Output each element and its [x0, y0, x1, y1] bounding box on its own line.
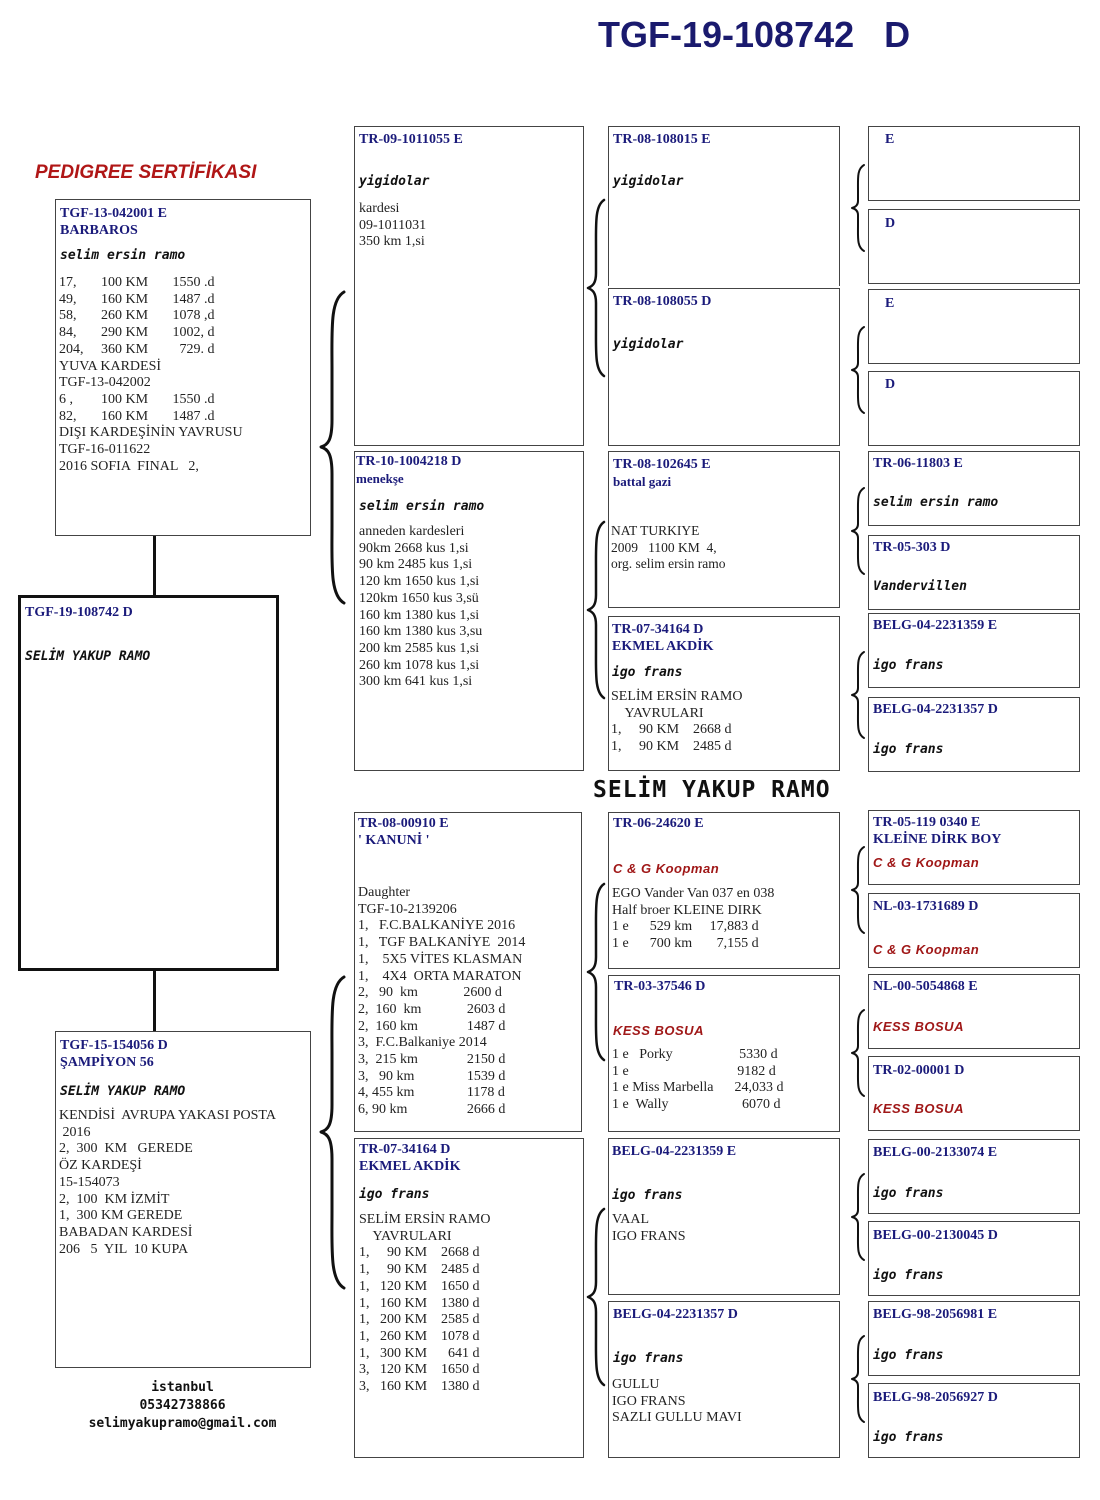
subject-breeder: SELİM YAKUP RAMO — [25, 649, 151, 664]
note-line: 1 e 700 km 7,155 d — [612, 936, 759, 952]
great-grandparent-ring: BELG-04-2231359 E — [612, 1144, 737, 1159]
contact-city: istanbul — [151, 1380, 214, 1395]
note-line: 1, 120 KM 1650 d — [359, 1278, 480, 1294]
note-line: kardesi — [359, 201, 400, 216]
generation4-box — [868, 1139, 1080, 1214]
contact-email: selimyakupramo@gmail.com — [88, 1416, 277, 1431]
great-grandparent-notes — [612, 1212, 686, 1245]
great-grandparent-breeder: yigidolar — [613, 337, 684, 352]
connector-dam — [153, 970, 156, 1031]
note-line: SAZLI GULLU MAVI — [612, 1410, 742, 1426]
note-line: 350 km 1,si — [359, 234, 425, 250]
note-line: IGO FRANS — [612, 1393, 686, 1409]
generation4-breeder: igo frans — [873, 1430, 944, 1445]
great-grandparent-name: battal gazi — [613, 474, 672, 489]
connector-sire — [153, 535, 156, 596]
grandparent-name: EKMEL AKDİK — [359, 1159, 461, 1174]
generation4-breeder: KESS BOSUA — [873, 1101, 964, 1116]
note-line: 3, 90 km 1539 d — [358, 1068, 506, 1084]
note-line: 120 km 1650 kus 1,si — [359, 574, 480, 590]
note-line: 2, 100 KM İZMİT — [59, 1191, 170, 1207]
generation4-box — [868, 1301, 1080, 1376]
great-grandparent-box — [608, 812, 840, 969]
generation4-breeder: selim ersin ramo — [873, 495, 999, 510]
note-line: 1, 90 KM 2485 d — [359, 1262, 480, 1278]
great-grandparent-box — [608, 126, 840, 286]
generation4-ring: TR-05-119 0340 E — [873, 815, 981, 830]
generation4-ring: BELG-98-2056981 E — [873, 1307, 998, 1322]
note-line: Daughter — [358, 885, 411, 900]
great-grandparent-ring: TR-08-108055 D — [613, 294, 712, 309]
grandparent-box — [354, 812, 582, 1132]
generation4-breeder: igo frans — [873, 658, 944, 673]
note-line: 1 e 529 km 17,883 d — [612, 919, 759, 935]
sire-notes — [59, 275, 243, 475]
note-line: 1, 200 KM 2585 d — [359, 1312, 480, 1328]
note-line: 1 e Porky 5330 d — [612, 1047, 778, 1062]
generation4-ring: TR-05-303 D — [873, 540, 951, 555]
grandparent-breeder: yigidolar — [359, 174, 430, 189]
generation4-ring: TR-06-11803 E — [873, 456, 963, 471]
great-grandparent-notes — [612, 1377, 742, 1427]
note-line: YAVRULARI — [611, 705, 704, 721]
generation4-breeder: C & G Koopman — [873, 942, 980, 957]
grandparent-box — [354, 451, 584, 771]
grandparent-box — [354, 126, 584, 446]
note-line: KENDİSİ AVRUPA YAKASI POSTA — [59, 1108, 276, 1123]
subject-ring: TGF-19-108742 D — [25, 605, 133, 620]
generation4-ring: BELG-00-2130045 D — [873, 1228, 998, 1243]
note-line: 2, 300 KM GEREDE — [59, 1141, 193, 1157]
note-line: TGF-13-042002 — [59, 375, 151, 391]
generation4-box — [868, 209, 1080, 284]
dam-name: ŞAMPİYON 56 — [60, 1055, 154, 1070]
note-line: 2016 — [59, 1124, 91, 1140]
generation4-name: KLEİNE DİRK BOY — [873, 832, 1002, 847]
great-grandparent-ring: BELG-04-2231357 D — [613, 1307, 738, 1322]
great-grandparent-box — [608, 288, 840, 446]
note-line: 15-154073 — [59, 1174, 120, 1190]
great-grandparent-name: EKMEL AKDİK — [612, 639, 714, 654]
note-line: SELİM ERSİN RAMO — [611, 689, 743, 704]
note-line: Half broer KLEINE DIRK — [612, 902, 762, 918]
generation4-breeder: igo frans — [873, 1348, 944, 1363]
brace-ggp3 — [849, 650, 867, 740]
note-line: 2, 160 km 1487 d — [358, 1018, 506, 1034]
generation4-box — [868, 535, 1080, 610]
note-line: 260 km 1078 kus 1,si — [359, 657, 480, 673]
brace-ggp7 — [849, 1334, 867, 1424]
note-line: 90km 2668 kus 1,si — [359, 540, 469, 556]
sire-breeder: selim ersin ramo — [60, 248, 186, 263]
pedigree-title: TGF-19-108742 D — [598, 14, 911, 55]
note-line: 1, 90 KM 2668 d — [611, 722, 732, 738]
brace-dam — [318, 975, 348, 1290]
generation4-breeder: igo frans — [873, 1186, 944, 1201]
generation4-box — [868, 126, 1080, 201]
note-line: 49, 160 KM 1487 .d — [59, 291, 215, 307]
note-line: TGF-16-011622 — [59, 442, 151, 458]
note-line: 2016 SOFIA FINAL 2, — [59, 458, 199, 474]
great-grandparent-ring: TR-03-37546 D — [614, 979, 706, 994]
generation4-box — [868, 893, 1080, 968]
grandparent-notes — [358, 885, 525, 1119]
brace-ggp6 — [849, 1172, 867, 1262]
note-line: 1, 260 KM 1078 d — [359, 1328, 480, 1344]
note-line: 1 e Miss Marbella 24,033 d — [612, 1080, 784, 1096]
brace-ggp0 — [849, 163, 867, 253]
note-line: 300 km 641 kus 1,si — [359, 674, 473, 690]
note-line: 1, 300 KM 641 d — [359, 1345, 480, 1361]
note-line: 3, F.C.Balkaniye 2014 — [358, 1035, 487, 1051]
owner-banner: SELİM YAKUP RAMO — [593, 777, 831, 803]
grandparent-notes — [359, 201, 426, 251]
note-line: DIŞI KARDEŞİNİN YAVRUSU — [59, 425, 243, 441]
note-line: 204, 360 KM 729. d — [59, 341, 215, 357]
note-line: 84, 290 KM 1002, d — [59, 325, 215, 341]
note-line: 1, F.C.BALKANİYE 2016 — [358, 918, 516, 934]
great-grandparent-breeder: igo frans — [612, 1188, 683, 1203]
note-line: 206 5 YIL 10 KUPA — [59, 1241, 189, 1257]
note-line: 2, 160 km 2603 d — [358, 1001, 506, 1017]
generation4-breeder: igo frans — [873, 1268, 944, 1283]
note-line: BABADAN KARDESİ — [59, 1224, 193, 1240]
generation4-ring: NL-03-1731689 D — [873, 899, 979, 914]
note-line: 17, 100 KM 1550 .d — [59, 275, 215, 290]
generation4-box — [868, 810, 1080, 885]
brace-sire — [318, 290, 348, 605]
note-line: 6, 90 km 2666 d — [358, 1102, 506, 1118]
note-line: 1, 4X4 ORTA MARATON — [358, 968, 522, 984]
note-line: 4, 455 km 1178 d — [358, 1085, 505, 1101]
grandparent-breeder: selim ersin ramo — [359, 499, 485, 514]
brace-ggp5 — [849, 1008, 867, 1098]
generation4-ring: BELG-00-2133074 E — [873, 1145, 998, 1160]
note-line: 1, 160 KM 1380 d — [359, 1295, 480, 1311]
grandparent-ring: TR-10-1004218 D — [356, 454, 462, 469]
generation4-ring: TR-02-00001 D — [873, 1063, 965, 1078]
grandparent-notes — [359, 524, 482, 691]
great-grandparent-box — [608, 975, 840, 1132]
great-grandparent-box — [608, 1138, 840, 1295]
great-grandparent-box — [608, 616, 840, 771]
note-line: VAAL — [612, 1212, 650, 1227]
grandparent-notes — [359, 1212, 490, 1396]
brace-gp3 — [585, 1207, 607, 1387]
great-grandparent-ring: TR-08-108015 E — [613, 132, 711, 147]
great-grandparent-breeder: C & G Koopman — [613, 861, 720, 876]
generation4-box — [868, 697, 1080, 772]
generation4-breeder: Vandervillen — [873, 579, 967, 594]
dam-box — [55, 1031, 311, 1368]
great-grandparent-ring: TR-07-34164 D — [612, 622, 704, 637]
note-line: 90 km 2485 kus 1,si — [359, 557, 473, 573]
great-grandparent-ring: TR-06-24620 E — [613, 816, 704, 831]
generation4-box — [868, 1221, 1080, 1296]
note-line: 1 e 9182 d — [612, 1063, 776, 1079]
grandparent-breeder: igo frans — [359, 1187, 430, 1202]
note-line: 160 km 1380 kus 3,su — [359, 624, 483, 640]
note-line: 3, 120 KM 1650 d — [359, 1362, 480, 1378]
dam-ring: TGF-15-154056 D — [60, 1038, 168, 1053]
sire-ring: TGF-13-042001 E — [60, 206, 167, 221]
brace-gp2 — [585, 882, 607, 1062]
note-line: 2009 1100 KM 4, — [611, 539, 717, 555]
great-grandparent-breeder: KESS BOSUA — [613, 1023, 704, 1038]
grandparent-ring: TR-09-1011055 E — [359, 132, 463, 147]
brace-ggp4 — [849, 845, 867, 935]
note-line: anneden kardesleri — [359, 524, 465, 539]
brace-gp0 — [585, 198, 607, 378]
note-line: 1, 5X5 VİTES KLASMAN — [358, 951, 523, 967]
note-line: 6 , 100 KM 1550 .d — [59, 391, 215, 407]
great-grandparent-box — [608, 1301, 840, 1458]
note-line: 3, 160 KM 1380 d — [359, 1379, 480, 1395]
generation4-ring: E — [885, 296, 895, 311]
brace-gp1 — [585, 520, 607, 700]
certificate-label: PEDIGREE SERTİFİKASI — [35, 162, 257, 183]
great-grandparent-breeder: igo frans — [613, 1351, 684, 1366]
grandparent-name: ' KANUNİ ' — [358, 833, 430, 848]
great-grandparent-box — [608, 451, 840, 608]
generation4-box — [868, 451, 1080, 526]
note-line: 3, 215 km 2150 d — [358, 1052, 506, 1068]
note-line: 1 e Wally 6070 d — [612, 1097, 781, 1113]
grandparent-ring: TR-07-34164 D — [359, 1142, 451, 1157]
note-line: 09-1011031 — [359, 217, 427, 233]
note-line: 120km 1650 kus 3,sü — [359, 590, 479, 606]
note-line: 58, 260 KM 1078 ,d — [59, 308, 215, 324]
brace-ggp2 — [849, 486, 867, 576]
note-line: SELİM ERSİN RAMO — [359, 1212, 491, 1227]
note-line: EGO Vander Van 037 en 038 — [612, 886, 775, 901]
note-line: 1, 300 KM GEREDE — [59, 1208, 183, 1224]
generation4-ring: BELG-98-2056927 D — [873, 1390, 998, 1405]
great-grandparent-notes — [612, 886, 774, 953]
note-line: TGF-10-2139206 — [358, 901, 457, 917]
great-grandparent-notes — [612, 1047, 783, 1114]
generation4-ring: D — [885, 216, 896, 231]
grandparent-name: menekşe — [356, 471, 404, 486]
note-line: IGO FRANS — [612, 1228, 686, 1244]
contact-phone: 05342738866 — [139, 1398, 226, 1413]
great-grandparent-notes — [611, 523, 725, 573]
note-line: 82, 160 KM 1487 .d — [59, 408, 215, 424]
generation4-box — [868, 1383, 1080, 1458]
brace-ggp1 — [849, 325, 867, 415]
generation4-breeder: C & G Koopman — [873, 855, 980, 870]
great-grandparent-breeder: igo frans — [612, 665, 683, 680]
grandparent-box — [354, 1138, 584, 1458]
note-line: 1, 90 KM 2485 d — [611, 739, 732, 755]
generation4-breeder: igo frans — [873, 742, 944, 757]
generation4-box — [868, 371, 1080, 446]
sire-box — [55, 199, 311, 536]
note-line: 1, 90 KM 2668 d — [359, 1245, 480, 1261]
generation4-box — [868, 289, 1080, 364]
generation4-ring: BELG-04-2231357 D — [873, 702, 998, 717]
note-line: YUVA KARDESİ — [59, 358, 162, 374]
sire-name: BARBAROS — [60, 223, 138, 238]
note-line: GULLU — [612, 1377, 660, 1392]
dam-notes — [59, 1108, 276, 1258]
note-line: org. selim ersin ramo — [611, 556, 726, 572]
note-line: YAVRULARI — [359, 1228, 452, 1244]
great-grandparent-ring: TR-08-102645 E — [613, 457, 711, 472]
generation4-box — [868, 1056, 1080, 1131]
subject-box — [18, 595, 279, 971]
grandparent-ring: TR-08-00910 E — [358, 816, 449, 831]
generation4-ring: E — [885, 132, 895, 147]
note-line: 1, TGF BALKANİYE 2014 — [358, 935, 526, 951]
generation4-box — [868, 613, 1080, 688]
note-line: ÖZ KARDEŞİ — [59, 1158, 142, 1174]
great-grandparent-notes — [611, 689, 742, 756]
generation4-breeder: KESS BOSUA — [873, 1019, 964, 1034]
note-line: NAT TURKIYE — [611, 523, 700, 538]
dam-breeder: SELİM YAKUP RAMO — [60, 1084, 186, 1099]
generation4-ring: BELG-04-2231359 E — [873, 618, 998, 633]
great-grandparent-breeder: yigidolar — [613, 174, 684, 189]
note-line: 2, 90 km 2600 d — [358, 985, 502, 1001]
generation4-box — [868, 974, 1080, 1049]
generation4-ring: D — [885, 377, 896, 392]
note-line: 160 km 1380 kus 1,si — [359, 607, 480, 623]
generation4-ring: NL-00-5054868 E — [873, 979, 978, 994]
note-line: 200 km 2585 kus 1,si — [359, 640, 480, 656]
